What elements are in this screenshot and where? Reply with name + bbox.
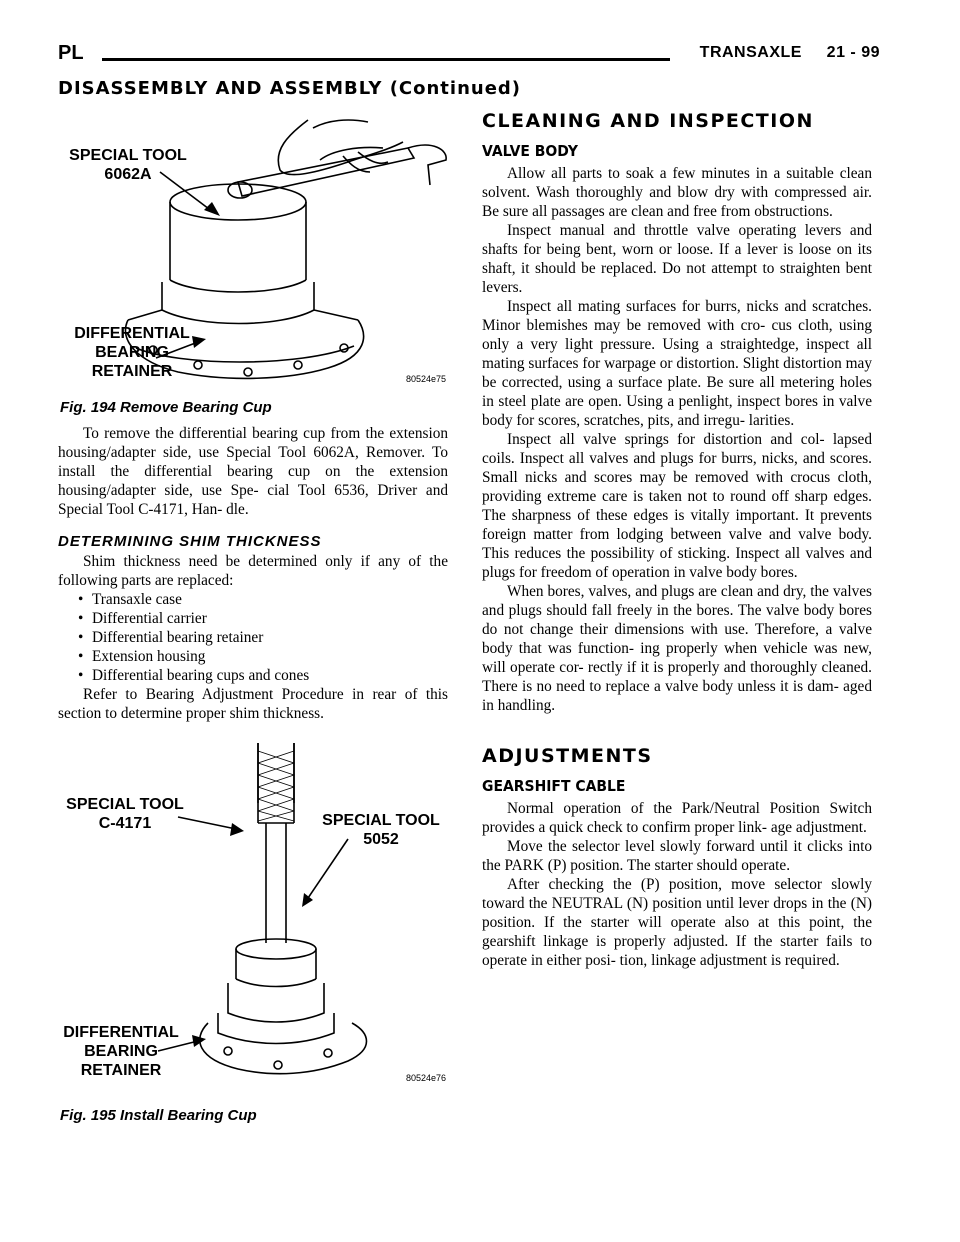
- figure-194-caption: Fig. 194 Remove Bearing Cup: [60, 399, 272, 416]
- header-rule: [102, 58, 670, 61]
- left-column: [58, 110, 448, 1132]
- figure-194: [58, 110, 448, 395]
- valve-body-heading: VALVE BODY: [482, 142, 578, 160]
- figure-195: [58, 743, 448, 1103]
- adjustments-paragraph: After checking the (P) position, move selector slowly toward the NEUTRAL (N) position until lever drops in the (N) position. If the starter will operate also at this point, the gearshift linkage is properly adjusted. If the starter fails to operate in either posi- tion, linkage adjustment is required.: [482, 876, 872, 969]
- shim-outro: Refer to Bearing Adjustment Procedure in rear of this section to determine proper shim thickness.: [58, 686, 448, 722]
- right-column: [482, 110, 872, 970]
- adjustments-paragraph: Normal operation of the Park/Neutral Position Switch provides a quick check to confirm proper link- age adjustment.: [482, 800, 872, 836]
- cleaning-paragraph: When bores, valves, and plugs are clean and dry, the valves and plugs should fall freely in the bores. The valve body bores do not change their dimensions with use. Therefore, a valve body that was function- ing properly when vehicle was new, will operate cor- rectly if it is properly and thoroughly cleaned. There is no need to replace a valve body unless it is dam- aged in handling.: [482, 583, 872, 714]
- cleaning-paragraph: Inspect all mating surfaces for burrs, nicks and scratches. Minor blemishes may be removed with cro- cus cloth, using only a very light pressure. Using a straightedge, inspect all mating surfaces for warpage or distortion. Slight distortion may be corrected, using a surface plate. Be sure all metering holes in steel plate are open. Using a penlight, inspect bores in valve body for scores, scratches, pits, and irregu- larities.: [482, 298, 872, 429]
- shim-parts-list: [58, 590, 448, 685]
- figure-id: 80524e75: [406, 374, 447, 384]
- cleaning-paragraph: Inspect manual and throttle valve operating levers and shafts for being bent, worn or loose. If a lever is loose on its shaft, it should be replaced. Do not attempt to straighten bent levers.: [482, 222, 872, 296]
- adjustments-paragraph: Move the selector level slowly forward until it clicks into the PARK (P) position. The starter should operate.: [482, 838, 872, 874]
- list-item: • Differential bearing retainer: [78, 629, 264, 646]
- cleaning-heading: CLEANING AND INSPECTION: [482, 110, 814, 132]
- figure-id: 80524e76: [406, 1073, 447, 1083]
- page-header: [58, 42, 880, 68]
- list-item: • Differential bearing cups and cones: [78, 667, 310, 684]
- figure-195-caption: Fig. 195 Install Bearing Cup: [60, 1107, 257, 1124]
- list-item: • Differential carrier: [78, 610, 207, 627]
- cleaning-paragraph: Inspect all valve springs for distortion and col- lapsed coils. Inspect all valves and plugs for burrs, nicks, and scores. Small nicks and scores may be removed with crocus cloth, providing extreme care is taken not to round off sharp edges. The sharpness of these edges is vitally important. It prevents foreign matter from lodging between valve and valve body. This reduces the possibility of sticking. Inspect all valves and plugs for freedom of operation in valve body bores.: [482, 431, 872, 581]
- adjustments-heading: ADJUSTMENTS: [482, 745, 653, 767]
- header-section-code: PL: [58, 42, 84, 64]
- callout-special-tool-c4171: SPECIAL TOOL C-4171: [66, 796, 184, 832]
- header-page-ref: TRANSAXLE 21 - 99: [699, 44, 880, 61]
- callout-special-tool-5052: SPECIAL TOOL 5052: [322, 812, 440, 848]
- continued-heading: DISASSEMBLY AND ASSEMBLY (Continued): [58, 78, 522, 99]
- list-item: • Extension housing: [78, 648, 206, 665]
- callout-differential-bearing-retainer: DIFFERENTIAL BEARING RETAINER: [63, 1024, 179, 1079]
- gearshift-cable-heading: GEARSHIFT CABLE: [482, 777, 626, 795]
- shim-intro: Shim thickness need be determined only if any of the following parts are replaced:: [58, 553, 448, 589]
- callout-differential-bearing-retainer: DIFFERENTIAL BEARING RETAINER: [74, 325, 190, 380]
- list-item: • Transaxle case: [78, 591, 182, 608]
- shim-heading: DETERMINING SHIM THICKNESS: [58, 533, 322, 550]
- cleaning-paragraph: Allow all parts to soak a few minutes in a suitable clean solvent. Wash thoroughly and blow dry with compressed air. Be sure all passages are clean and free from obstructions.: [482, 165, 872, 220]
- remove-install-paragraph: To remove the differential bearing cup from the extension housing/adapter side, use Special Tool 6062A, Remover. To install the differential bearing cup on the extension housing/adapter side, use Spe- cial Tool 6536, Driver and Special Tool C-4171, Han- dle.: [58, 425, 448, 518]
- callout-special-tool-6062a: SPECIAL TOOL 6062A: [69, 147, 187, 183]
